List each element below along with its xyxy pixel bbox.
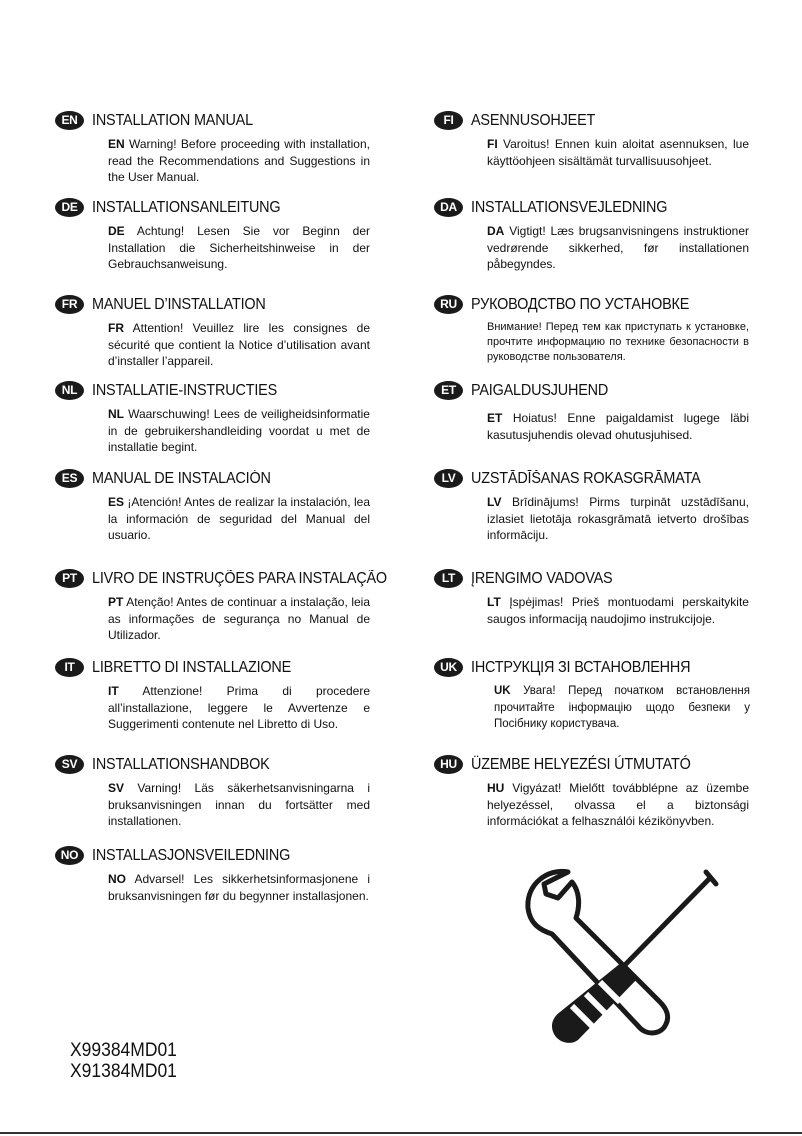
section-hu	[434, 754, 764, 830]
section-fr	[55, 294, 385, 370]
bottom-divider	[0, 1132, 802, 1134]
section-text-pt: PT Atenção! Antes de continuar a instalação, leia as informações de segurança no Manual de Utilizador.	[108, 595, 370, 642]
language-badge-fr: FR	[55, 295, 84, 314]
section-da	[434, 197, 764, 273]
section-title-pt: LIVRO DE INSTRUÇÕES PARA INSTALAÇÃO	[92, 570, 387, 587]
section-title-en: INSTALLATION MANUAL	[92, 112, 253, 129]
section-text-fr: FR Attention! Veuillez lire les consignes de sécurité que contient la Notice d’utilisation avant d’installer l’appareil.	[108, 321, 370, 368]
language-badge-da: DA	[434, 198, 463, 217]
language-badge-lt: LT	[434, 569, 463, 588]
section-title-sv: INSTALLATIONSHANDBOK	[92, 756, 270, 773]
language-badge-de: DE	[55, 198, 84, 217]
section-sv	[55, 754, 385, 830]
section-title-no: INSTALLASJONSVEILEDNING	[92, 847, 291, 864]
language-badge-it: IT	[55, 658, 84, 677]
section-text-nl: NL Waarschuwing! Lees de veiligheidsinformatie in de gebruikershandleiding voordat u met de installatie begint.	[108, 407, 370, 454]
section-text-no: NO Advarsel! Les sikkerhetsinformasjonene i bruksanvisningen før du begynner installasjonen.	[108, 872, 371, 903]
section-lv	[434, 468, 764, 544]
section-title-nl: INSTALLATIE-INSTRUCTIES	[92, 382, 278, 399]
section-title-it: LIBRETTO DI INSTALLAZIONE	[92, 659, 292, 676]
section-text-es: ES ¡Atención! Antes de realizar la instalación, lea la información de seguridad del Manual del usuario.	[108, 495, 370, 542]
language-badge-no: NO	[55, 846, 84, 865]
section-title-uk: ІНСТРУКЦІЯ ЗІ ВСТАНОВЛЕННЯ	[471, 659, 691, 676]
section-title-lt: ĮRENGIMO VADOVAS	[471, 570, 613, 587]
language-badge-ru: RU	[434, 295, 463, 314]
section-title-et: PAIGALDUSJUHEND	[471, 382, 609, 399]
language-badge-pt: PT	[55, 569, 84, 588]
section-es	[55, 468, 385, 544]
section-title-da: INSTALLATIONSVEJLEDNING	[471, 199, 668, 216]
language-badge-fi: FI	[434, 111, 463, 130]
section-en	[55, 110, 385, 186]
language-badge-et: ET	[434, 381, 463, 400]
section-title-ru: РУКОВОДСТВО ПО УСТАНОВКЕ	[471, 296, 690, 313]
section-fi	[434, 110, 764, 169]
section-text-uk: UK Увага! Перед початком встановлення прочитайте інформацію щодо безпеки у Посібнику користувача.	[494, 685, 750, 730]
language-badge-es: ES	[55, 469, 84, 488]
section-text-en: EN Warning! Before proceeding with installation, read the Recommendations and Suggestions in the User Manual.	[108, 137, 370, 184]
section-title-es: MANUAL DE INSTALACIÓN	[92, 470, 271, 487]
language-badge-nl: NL	[55, 381, 84, 400]
section-text-ru: Внимание! Перед тем как приступать к установке, прочтите информацию по технике безопасности в руководстве пользователя.	[487, 321, 749, 363]
section-nl	[55, 380, 385, 456]
section-text-et: ET Hoiatus! Enne paigaldamist lugege läbi kasutusjuhendis olevad ohutusjuhised.	[487, 411, 750, 442]
language-badge-sv: SV	[55, 755, 84, 774]
language-badge-en: EN	[55, 111, 84, 130]
section-text-da: DA Vigtigt! Læs brugsanvisningens instruktioner vedrørende sikkerhed, før installationen påbegyndes.	[487, 224, 749, 271]
model-code: X99384MD01	[70, 1040, 177, 1061]
section-text-sv: SV Varning! Läs säkerhetsanvisningarna i bruksanvisningen innan du fortsätter med installationen.	[108, 781, 370, 828]
section-text-it: IT Attenzione! Prima di procedere all’installazione, leggere le Avvertenze e Suggerimenti contenute nel Libretto di Uso.	[108, 684, 370, 731]
model-codes	[70, 1040, 177, 1082]
section-title-fr: MANUEL D’INSTALLATION	[92, 296, 266, 313]
section-de	[55, 197, 385, 273]
section-text-lt: LT Įspėjimas! Prieš montuodami perskaitykite saugos informaciją naudojimo instrukcijoje.	[487, 595, 749, 626]
language-badge-lv: LV	[434, 469, 463, 488]
section-text-hu: HU Vigyázat! Mielőtt továbblépne az üzembe helyezéssel, olvassa el a biztonsági információkat a felhasználói kézikönyvben.	[487, 781, 749, 828]
section-title-de: INSTALLATIONSANLEITUNG	[92, 199, 281, 216]
section-title-lv: UZSTĀDĪŠANAS ROKASGRĀMATA	[471, 470, 701, 487]
section-text-fi: FI Varoitus! Ennen kuin aloitat asennuksen, lue käyttöohjeen sisältämät turvallisuusohjeet.	[487, 137, 749, 168]
section-uk	[434, 657, 764, 733]
wrench-screwdriver-icon	[510, 858, 730, 1048]
language-badge-uk: UK	[434, 658, 463, 677]
section-it	[55, 657, 385, 733]
section-text-de: DE Achtung! Lesen Sie vor Beginn der Installation die Sicherheitshinweise in der Gebrauchsanweisung.	[108, 224, 370, 271]
section-pt	[55, 568, 385, 644]
language-badge-hu: HU	[434, 755, 463, 774]
section-text-lv: LV Brīdinājums! Pirms turpināt uzstādīšanu, izlasiet lietotāja rokasgrāmatā ietverto drošības informāciju.	[487, 495, 749, 542]
section-no	[55, 845, 385, 904]
section-title-hu: ÜZEMBE HELYEZÉSI ÚTMUTATÓ	[471, 756, 691, 773]
section-title-fi: ASENNUSOHJEET	[471, 112, 596, 129]
model-code: X91384MD01	[70, 1061, 177, 1082]
section-et	[434, 380, 764, 443]
section-ru	[434, 294, 764, 365]
section-lt	[434, 568, 764, 627]
